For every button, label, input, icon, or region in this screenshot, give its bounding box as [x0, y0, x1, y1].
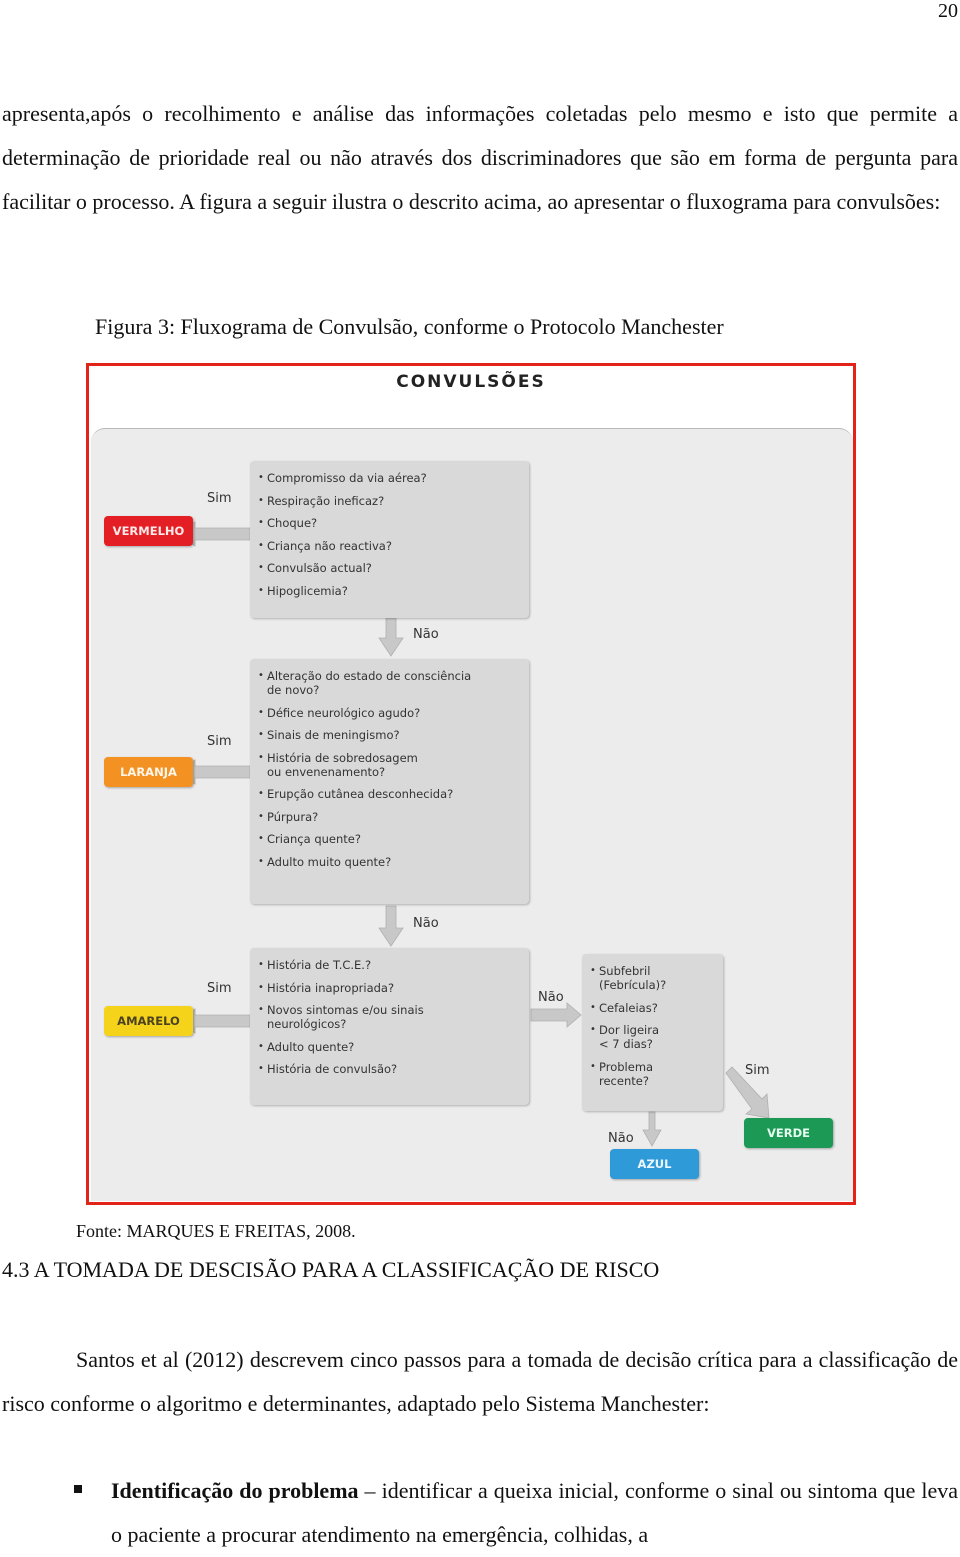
questions-box-vermelho: [250, 461, 529, 618]
bullet-text: – identificar a queixa inicial, conforme o sinal ou sintoma que leva o paciente a procurar atendimento na emergência, colhidas, a: [111, 1478, 958, 1547]
question-item: • Púrpura?: [258, 810, 523, 824]
question-item: • Sinais de meningismo?: [258, 728, 523, 742]
bullet-title: Identificação do problema: [111, 1478, 359, 1503]
question-item: • História de T.C.E.?: [258, 958, 523, 972]
questions-box-verde: [582, 954, 723, 1111]
bullet-item: [111, 1469, 958, 1557]
tag-verde: VERDE: [744, 1118, 833, 1148]
label-sim-1: Sim: [207, 491, 232, 506]
question-item: • Novos sintomas e/ou sinais neurológicos?: [258, 1003, 523, 1031]
question-item: • Subfebril (Febrícula)?: [590, 964, 717, 992]
question-item: • História de convulsão?: [258, 1062, 523, 1076]
questions-box-laranja: [250, 659, 529, 904]
question-item: • Défice neurológico agudo?: [258, 706, 523, 720]
question-item: • Cefaleias?: [590, 1001, 717, 1015]
question-item: • Criança não reactiva?: [258, 539, 523, 553]
question-item: • Compromisso da via aérea?: [258, 471, 523, 485]
question-item: • Hipoglicemia?: [258, 584, 523, 598]
body-paragraph: Santos et al (2012) descrevem cinco passos para a tomada de decisão crítica para a classificação de risco conforme o algoritmo e determinantes, adaptado pelo Sistema Manchester:: [2, 1347, 958, 1416]
figure-caption: Figura 3: Fluxograma de Convulsão, conforme o Protocolo Manchester: [95, 314, 724, 339]
label-sim-4: Sim: [745, 1063, 770, 1078]
question-item: • Adulto muito quente?: [258, 855, 523, 869]
label-nao-4: Não: [608, 1131, 634, 1146]
questions-list-4: [582, 954, 723, 1088]
intro-paragraph: apresenta,após o recolhimento e análise das informações coletadas pelo mesmo e isto que permite a determinação de prioridade real ou não através dos discriminadores que são em forma de pergunta para facilitar o processo. A figura a seguir ilustra o descrito acima, ao apresentar o fluxograma para convulsões:: [2, 101, 958, 214]
tag-laranja: LARANJA: [104, 757, 193, 787]
question-item: • História inapropriada?: [258, 981, 523, 995]
label-sim-3: Sim: [207, 981, 232, 996]
label-nao-1: Não: [413, 627, 439, 642]
tag-vermelho: VERMELHO: [104, 516, 193, 546]
square-bullet-icon: [74, 1485, 82, 1493]
label-nao-2: Não: [413, 916, 439, 931]
diagram-title: CONVULSÕES: [396, 372, 546, 392]
question-item: • Problema recente?: [590, 1060, 717, 1088]
question-item: • Alteração do estado de consciência de novo?: [258, 669, 523, 697]
label-nao-3: Não: [538, 990, 564, 1005]
question-item: • Convulsão actual?: [258, 561, 523, 575]
question-item: • Criança quente?: [258, 832, 523, 846]
flowchart-figure: [86, 363, 856, 1205]
label-sim-2: Sim: [207, 734, 232, 749]
section-heading: 4.3 A TOMADA DE DESCISÃO PARA A CLASSIFICAÇÃO DE RISCO: [2, 1257, 660, 1282]
question-item: • Choque?: [258, 516, 523, 530]
question-item: • História de sobredosagem ou envenenamento?: [258, 751, 523, 779]
figure-source: Fonte: MARQUES E FREITAS, 2008.: [76, 1221, 356, 1241]
page-number: 20: [938, 0, 958, 22]
questions-list-3: [250, 948, 529, 1076]
questions-list-1: [250, 461, 529, 598]
questions-box-amarelo: [250, 948, 529, 1105]
question-item: • Dor ligeira < 7 dias?: [590, 1023, 717, 1051]
questions-list-2: [250, 659, 529, 869]
question-item: • Erupção cutânea desconhecida?: [258, 787, 523, 801]
tag-amarelo: AMARELO: [104, 1006, 193, 1036]
tag-azul: AZUL: [610, 1149, 699, 1179]
question-item: • Adulto quente?: [258, 1040, 523, 1054]
question-item: • Respiração ineficaz?: [258, 494, 523, 508]
